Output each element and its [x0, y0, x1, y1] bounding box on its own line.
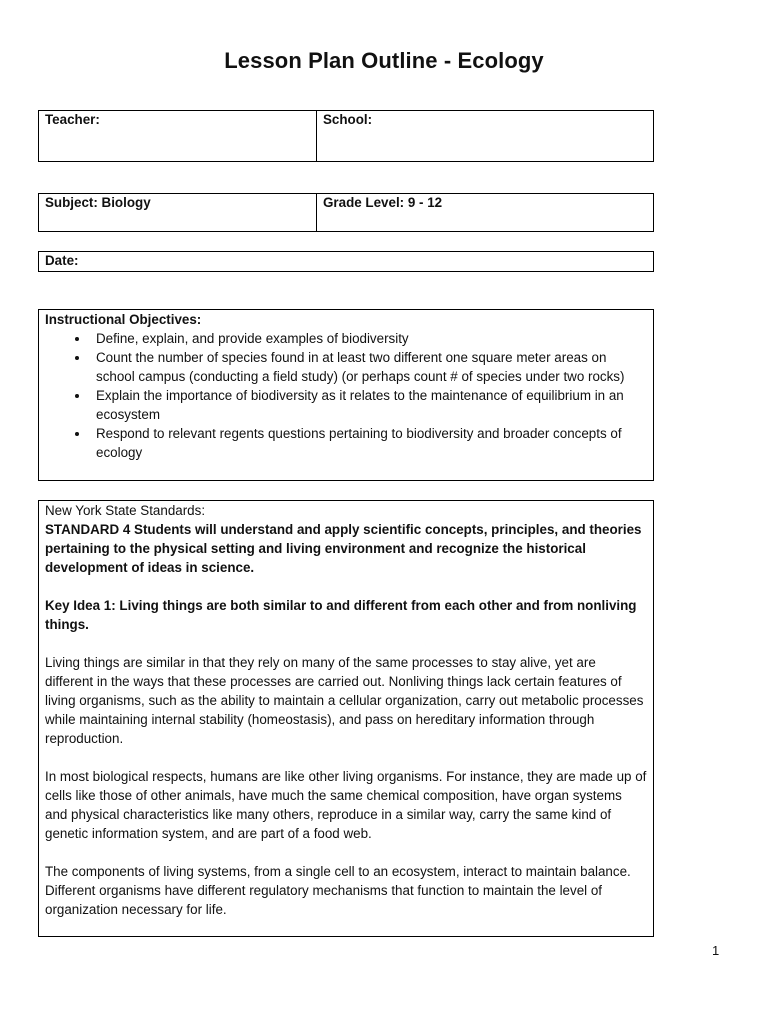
- date-label: Date:: [45, 253, 79, 268]
- objectives-list: [45, 329, 647, 462]
- key-idea: Key Idea 1: Living things are both similar to and different from each other and from nonliving things.: [45, 598, 637, 632]
- teacher-label: Teacher:: [39, 111, 317, 161]
- subject-grade-table: [38, 193, 654, 232]
- objective-item: • Explain the importance of biodiversity as it relates to the maintenance of equilibrium in an ecosystem: [90, 386, 647, 424]
- objective-item: • Define, explain, and provide examples of biodiversity: [90, 329, 647, 348]
- date-table: [38, 251, 654, 272]
- page-number: 1: [712, 943, 720, 958]
- objective-item: • Respond to relevant regents questions pertaining to biodiversity and broader concepts of ecology: [90, 424, 647, 462]
- standards-paragraph: Living things are similar in that they rely on many of the same processes to stay alive, yet are different in the ways that these processes are carried out. Nonliving things lack certain features of living organisms, such as the ability to maintain a cellular organization, carry out metabolic processes while maintaining internal stability (homeostasis), and pass on hereditary information through reproduction.: [45, 655, 644, 746]
- state-standards-box: [38, 500, 654, 937]
- teacher-school-table: [38, 110, 654, 162]
- school-label: School:: [323, 112, 373, 127]
- standards-paragraph: In most biological respects, humans are like other living organisms. For instance, they are made up of cells like those of other animals, have much the same chemical composition, have organ systems and physical characteristics like many others, reproduce in a similar way, carry the same kind of genetic information system, and are part of a food web.: [45, 769, 647, 841]
- subject-label: Subject: Biology: [39, 194, 317, 231]
- objectives-heading: Instructional Objectives:: [45, 312, 202, 327]
- objective-item: • Count the number of species found in at least two different one square meter areas on school campus (conducting a field study) (or perhaps count # of species under two rocks): [90, 348, 647, 386]
- instructional-objectives-box: [38, 309, 654, 481]
- standards-heading: New York State Standards:: [45, 503, 206, 518]
- grade-level-label: Grade Level: 9 - 12: [323, 195, 443, 210]
- standards-paragraph: The components of living systems, from a single cell to an ecosystem, interact to maintain balance. Different organisms have different regulatory mechanisms that function to maintain the level of organization necessary for life.: [45, 864, 631, 917]
- standard-statement: STANDARD 4 Students will understand and apply scientific concepts, principles, and theories pertaining to the physical setting and living environment and recognize the historical development of ideas in science.: [45, 522, 642, 575]
- page-title: Lesson Plan Outline - Ecology: [224, 48, 544, 73]
